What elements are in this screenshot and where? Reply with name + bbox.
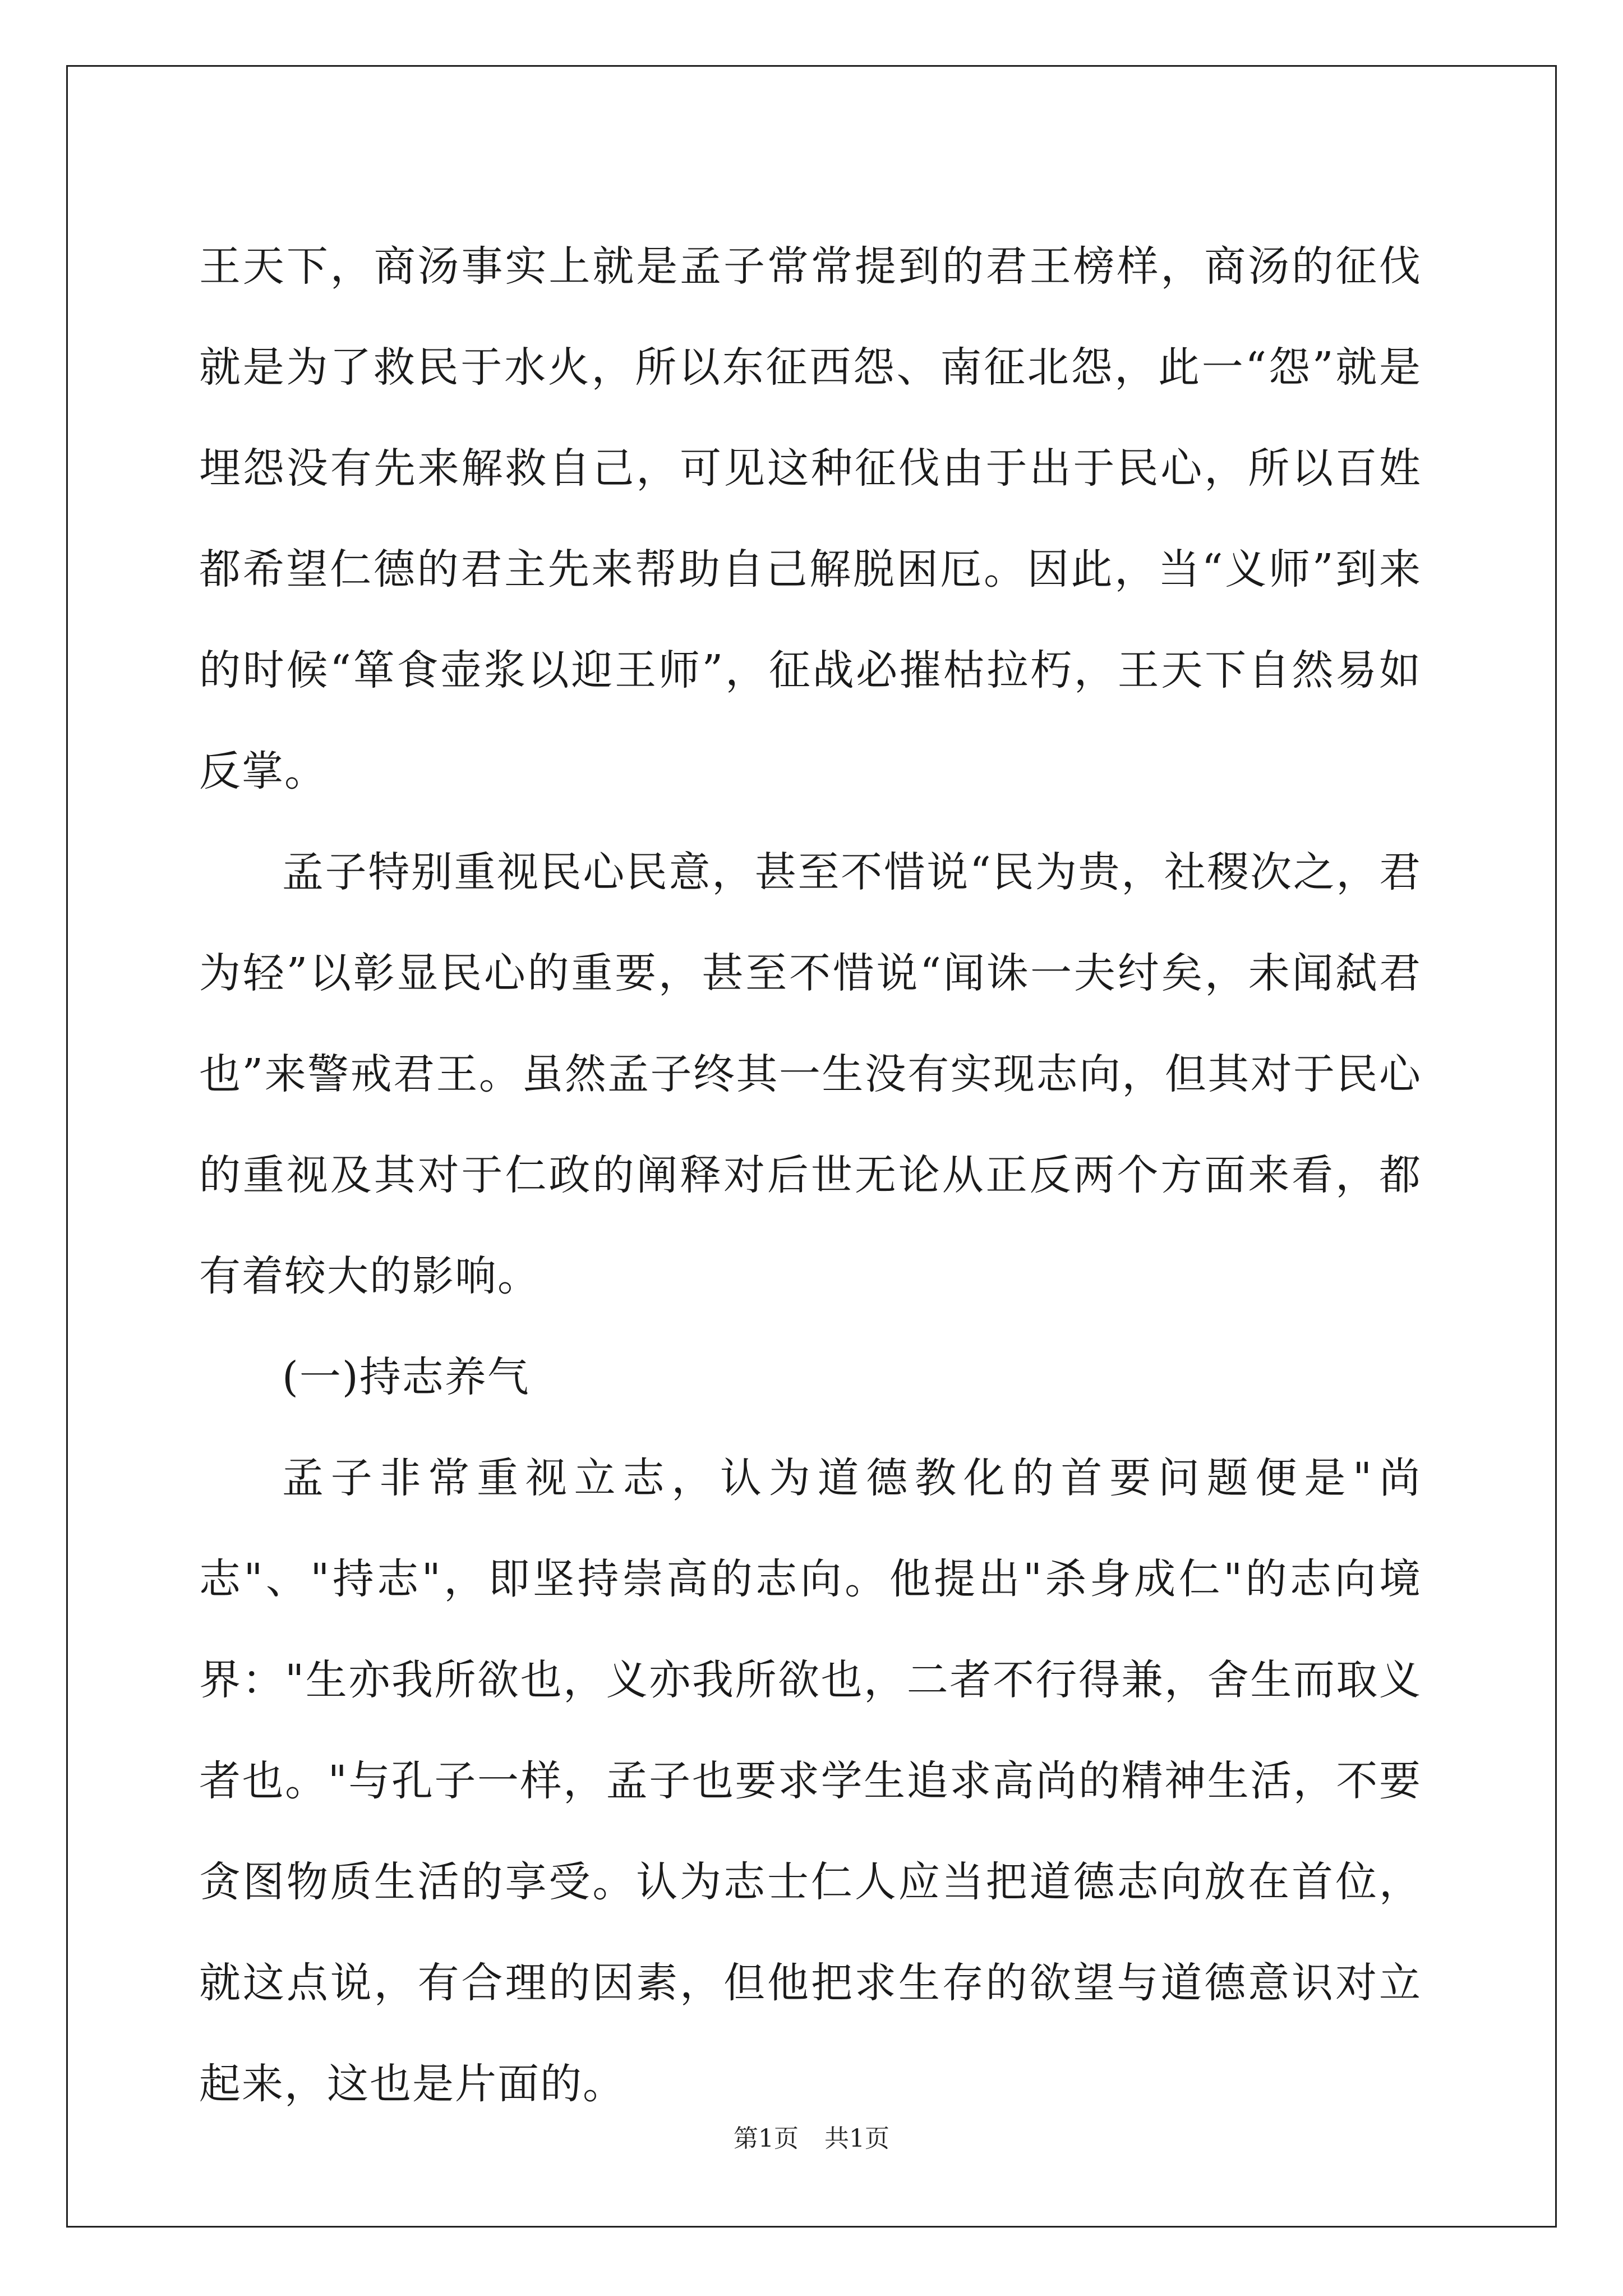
- paragraph-1: 王天下，商汤事实上就是孟子常常提到的君王榜样，商汤的征伐就是为了救民于水火，所以东征西怨、南征北怨，此一“怨”就是埋怨没有先来解救自己，可见这种征伐由于出于民心，所以百姓都希望仁德的君主先来帮助自己解脱困厄。因此，当“义师”到来的时候“箪食壶浆以迎王师”，征战必摧枯拉朽，王天下自然易如反掌。: [199, 242, 1422, 795]
- document-body: [199, 216, 1422, 2134]
- paragraph-2: 孟子特别重视民心民意，甚至不惜说“民为贵，社稷次之，君为轻”以彰显民心的重要，甚至不惜说“闻诛一夫纣矣，未闻弑君也”来警戒君王。虽然孟子终其一生没有实现志向，但其对于民心的重视及其对于仁政的阐释对后世无论从正反两个方面来看，都有着较大的影响。: [199, 848, 1422, 1300]
- page-footer: [0, 2118, 1623, 2154]
- paragraph-3: 孟子非常重视立志，认为道德教化的首要问题便是"尚志"、"持志"，即坚持崇高的志向。他提出"杀身成仁"的志向境界："生亦我所欲也，义亦我所欲也，二者不行得兼，舍生而取义者也。"与孔子一样，孟子也要求学生追求高尚的精神生活，不要贪图物质生活的享受。认为志士仁人应当把道德志向放在首位，就这点说，有合理的因素，但他把求生存的欲望与道德意识对立起来，这也是片面的。: [199, 1454, 1422, 2108]
- section-heading: (一)持志养气: [282, 1353, 530, 1401]
- page-total: 共1页: [824, 2124, 889, 2153]
- page-number: 第1页: [734, 2124, 799, 2153]
